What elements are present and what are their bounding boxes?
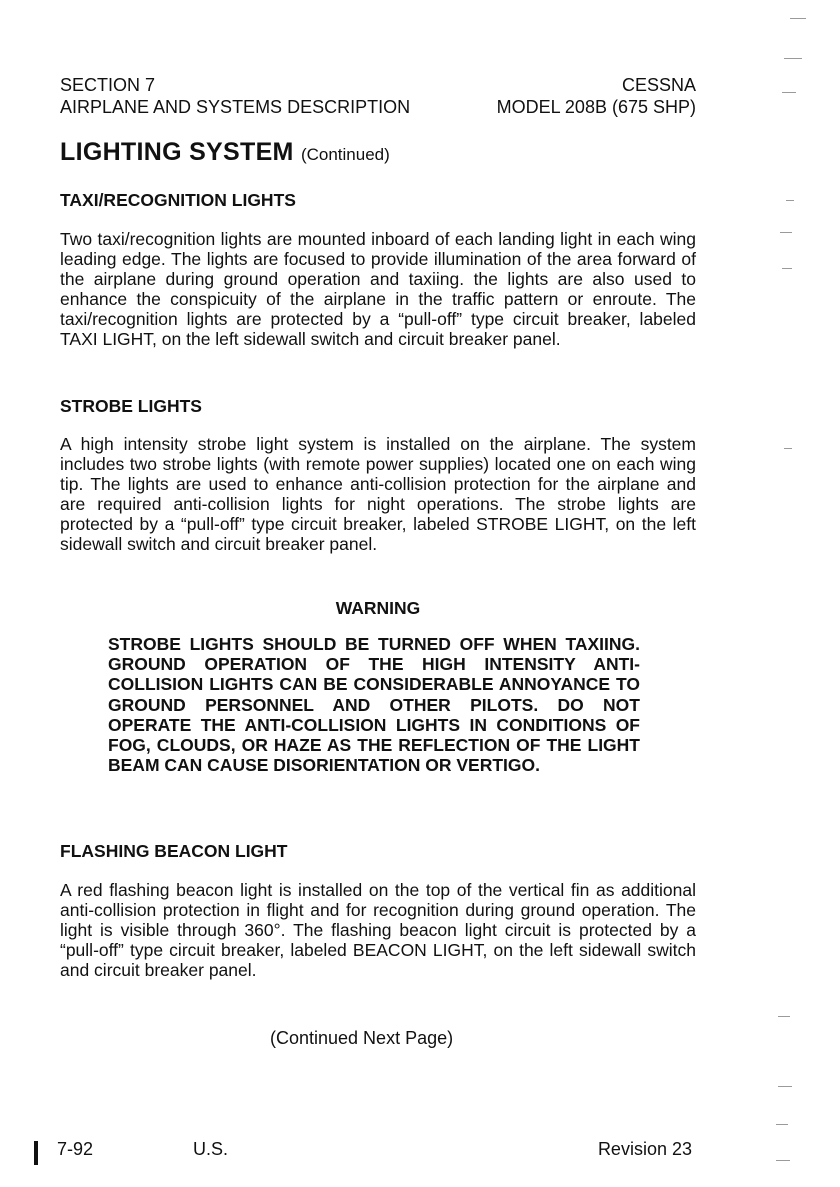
continued-note: (Continued Next Page) [270, 1028, 454, 1048]
edition-label: U.S. [193, 1139, 229, 1159]
revision-label: Revision 23 [597, 1139, 692, 1159]
model-label: MODEL 208B (675 SHP) [496, 97, 696, 117]
warning-heading: WARNING [335, 598, 421, 618]
scan-mark [776, 1160, 790, 1161]
section-label: SECTION 7 [60, 75, 156, 95]
scan-mark [780, 232, 792, 233]
page-title [60, 138, 390, 167]
taxi-paragraph: Two taxi/recognition lights are mounted inboard of each landing light in each wing leading edge. The lights are focused to provide illumination of the area forward of the airplane during ground operation and taxiing. the lights are also used to enhance the conspicuity of the airplane in the traffic pattern or enroute. The taxi/recognition lights are protected by a “pull-off” type circuit breaker, labeled TAXI LIGHT, on the left sidewall switch and circuit breaker panel. [60, 229, 696, 349]
scan-mark [786, 200, 794, 201]
beacon-heading: FLASHING BEACON LIGHT [60, 841, 288, 861]
scan-mark [776, 1124, 788, 1125]
page-title-suffix: (Continued) [300, 145, 390, 164]
strobe-heading: STROBE LIGHTS [60, 396, 202, 416]
scan-mark [782, 268, 792, 269]
scan-mark [778, 1016, 790, 1017]
page-title-main: LIGHTING SYSTEM [60, 138, 294, 166]
beacon-paragraph: A red flashing beacon light is installed on the top of the vertical fin as additional anti-collision protection in flight and for recognition during ground operation. The light is visible through 360°. The flashing beacon light circuit is protected by a “pull-off” type circuit breaker, labeled BEACON LIGHT, on the left sidewall switch and circuit breaker panel. [60, 880, 696, 980]
warning-text: STROBE LIGHTS SHOULD BE TURNED OFF WHEN TAXIING. GROUND OPERATION OF THE HIGH INTENSITY ANTI-COLLISION LIGHTS CAN BE CONSIDERABLE ANNOYANCE TO GROUND PERSONNEL AND OTHER PILOTS. DO NOT OPERATE THE ANTI-COLLISION LIGHTS IN CONDITIONS OF FOG, CLOUDS, OR HAZE AS THE REFLECTION OF THE LIGHT BEAM CAN CAUSE DISORIENTATION OR VERTIGO. [108, 634, 640, 776]
scan-mark [778, 1086, 792, 1087]
strobe-paragraph: A high intensity strobe light system is installed on the airplane. The system includes two strobe lights (with remote power supplies) located one on each wing tip. The lights are used to enhance anti-collision protection for the airplane and are required anti-collision lights for night operations. The strobe lights are protected by a “pull-off” type circuit breaker, labeled STROBE LIGHT, on the left sidewall switch and circuit breaker panel. [60, 434, 696, 554]
chapter-title: AIRPLANE AND SYSTEMS DESCRIPTION [60, 97, 411, 117]
scan-mark [784, 448, 792, 449]
manufacturer-label: CESSNA [621, 75, 696, 95]
scan-mark [782, 92, 796, 93]
change-bar [34, 1141, 38, 1165]
taxi-heading: TAXI/RECOGNITION LIGHTS [60, 190, 296, 210]
page-number: 7-92 [57, 1139, 94, 1159]
scan-mark [790, 18, 806, 19]
scan-mark [784, 58, 802, 59]
